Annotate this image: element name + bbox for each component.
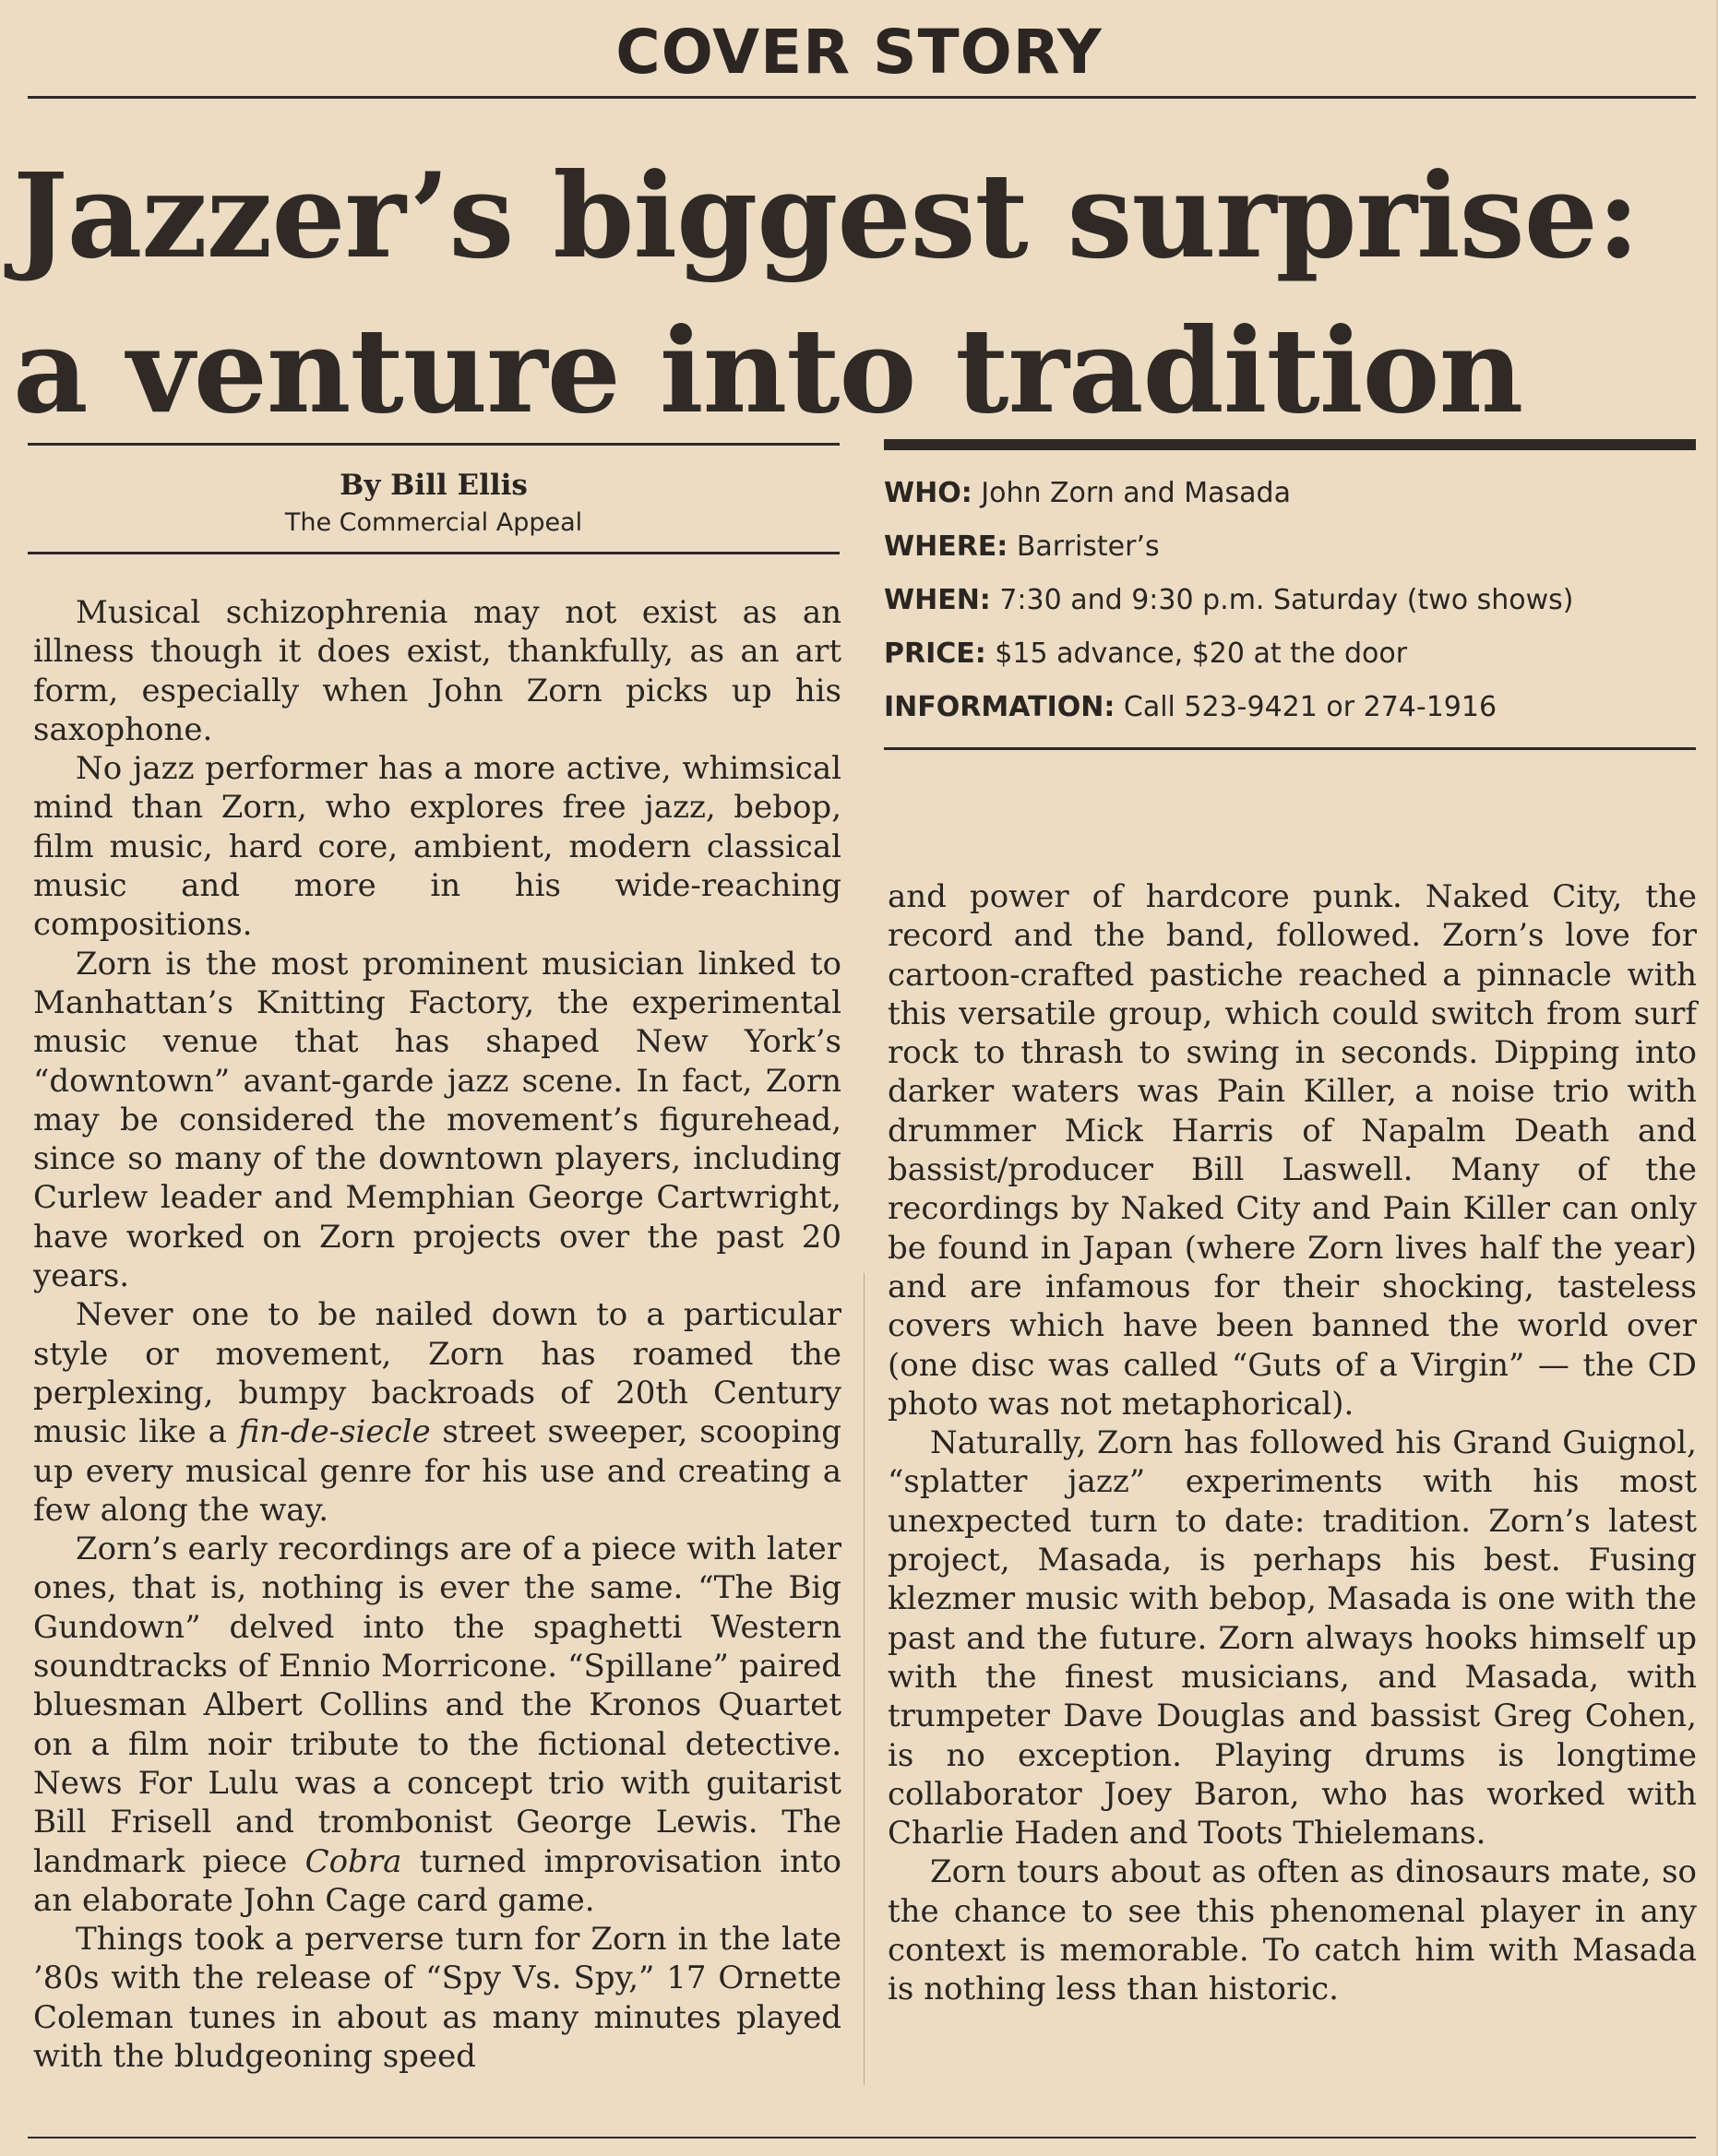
article-paragraph: Naturally, Zorn has followed his Grand Guignol, “splatter jazz” experiments with his most unexpected turn to date: tradition. Zorn’s latest project, Masada, is perhaps his best. Fusing klezmer music with bebop, Masada is one with the past and the future. Zorn always hooks himself up with the finest musicians, and Masada, with trumpeter Dave Douglas and bassist Greg Cohen, is no exception. Playing drums is longtime collaborator Joey Baron, who has worked with Charlie Haden and Toots Thielemans. bbox=[888, 1424, 1697, 1852]
section-label: COVER STORY bbox=[615, 17, 1103, 88]
article-italic-text: Cobra bbox=[304, 1842, 402, 1880]
info-price bbox=[884, 633, 1696, 686]
article-paragraph: and power of hardcore punk. Naked City, the record and the band, followed. Zorn’s love for cartoon-crafted pastiche reached a pinnacle with this versatile group, which could switch from surf rock to thrash to swing in seconds. Dipping into darker waters was Pain Killer, a noise trio with drummer Mick Harris of Napalm Death and bassist/producer Bill Laswell. Many of the recordings by Naked City and Pain Killer can only be found in Japan (where Zorn lives half the year) and are infamous for their shocking, tasteless covers which have been banned the world over (one disc was called “Guts of a Virgin” — the CD photo was not metaphorical). bbox=[888, 878, 1697, 1423]
byline bbox=[28, 466, 840, 542]
info-when-label: WHEN: bbox=[884, 584, 991, 616]
event-infobox bbox=[884, 472, 1696, 740]
byline-bottom-rule bbox=[28, 552, 840, 554]
info-when-value: 7:30 and 9:30 p.m. Saturday (two shows) bbox=[990, 584, 1574, 616]
infobox-bottom-rule bbox=[884, 747, 1696, 750]
bottom-rule bbox=[28, 2137, 1696, 2138]
info-price-value: $15 advance, $20 at the door bbox=[985, 637, 1408, 670]
article-paragraph: Zorn tours about as often as dinosaurs mate, so the chance to see this phenomenal player in any context is memorable. To catch him with Masada is nothing less than historic. bbox=[888, 1853, 1697, 2008]
info-information-value: Call 523-9421 or 274-1916 bbox=[1115, 691, 1497, 723]
info-who bbox=[884, 472, 1696, 526]
column-divider bbox=[864, 1273, 865, 2085]
article-text: street sweeper, scooping up every musical genre for his use and creating a few along the way. bbox=[33, 1413, 841, 1529]
article-paragraph bbox=[33, 1530, 841, 1920]
article-text: turned improvisation into an elaborate John Cage card game. bbox=[33, 1842, 841, 1919]
article-paragraph: Zorn is the most prominent musician linked to Manhattan’s Knitting Factory, the experimental music venue that has shaped New York’s “downtown” avant-garde jazz scene. In fact, Zorn may be considered the movement’s figurehead, since so many of the downtown players, including Curlew leader and Memphian George Cartwright, have worked on Zorn projects over the past 20 years. bbox=[33, 945, 841, 1295]
article-paragraph bbox=[33, 1295, 841, 1530]
article-text: Never one to be nailed down to a particular style or movement, Zorn has roamed the perplexing, bumpy backroads of 20th Century music like a bbox=[33, 1296, 841, 1451]
info-information-label: INFORMATION: bbox=[884, 691, 1116, 723]
article-column-2 bbox=[888, 877, 1697, 2009]
info-where-label: WHERE: bbox=[884, 530, 1008, 563]
info-where-value: Barrister’s bbox=[1008, 530, 1160, 563]
infobox-top-rule bbox=[884, 439, 1696, 450]
info-who-value: John Zorn and Masada bbox=[972, 477, 1291, 509]
article-text: Zorn’s early recordings are of a piece with later ones, that is, nothing is ever the same. “The Big Gundown” delved into the spaghetti Western soundtracks of Ennio Morricone. “Spillane” paired bluesman Albert Collins and the Kronos Quartet on a film noir tribute to the fictional detective. News For Lulu was a concept trio with guitarist Bill Frisell and trombonist George Lewis. The landmark piece bbox=[33, 1531, 841, 1880]
article-paragraph: Musical schizophrenia may not exist as an illness though it does exist, thankfully, as an art form, especially when John Zorn picks up his saxophone. bbox=[33, 594, 841, 748]
headline-line-1: Jazzer’s biggest surprise: bbox=[13, 148, 1640, 284]
top-rule bbox=[28, 96, 1696, 99]
info-when bbox=[884, 579, 1696, 633]
byline-publication: The Commercial Appeal bbox=[284, 508, 583, 537]
headline-line-2: a venture into tradition bbox=[13, 303, 1523, 439]
article-italic-text: fin-de-siecle bbox=[238, 1413, 431, 1451]
info-information bbox=[884, 686, 1696, 740]
article-column-1 bbox=[33, 593, 841, 2076]
headline bbox=[13, 138, 1711, 448]
article-paragraph: No jazz performer has a more active, whimsical mind than Zorn, who explores free jazz, bebop, film music, hard core, ambient, modern classical music and more in his wide-reaching compositions. bbox=[33, 750, 841, 944]
byline-author: By Bill Ellis bbox=[340, 469, 528, 502]
info-who-label: WHO: bbox=[884, 477, 972, 509]
info-where bbox=[884, 526, 1696, 579]
article-paragraph: Things took a perverse turn for Zorn in the late ’80s with the release of “Spy Vs. Spy,” 17 Ornette Coleman tunes in about as many minutes played with the bludgeoning speed bbox=[33, 1921, 841, 2075]
info-price-label: PRICE: bbox=[884, 637, 986, 670]
byline-top-rule bbox=[28, 443, 840, 446]
